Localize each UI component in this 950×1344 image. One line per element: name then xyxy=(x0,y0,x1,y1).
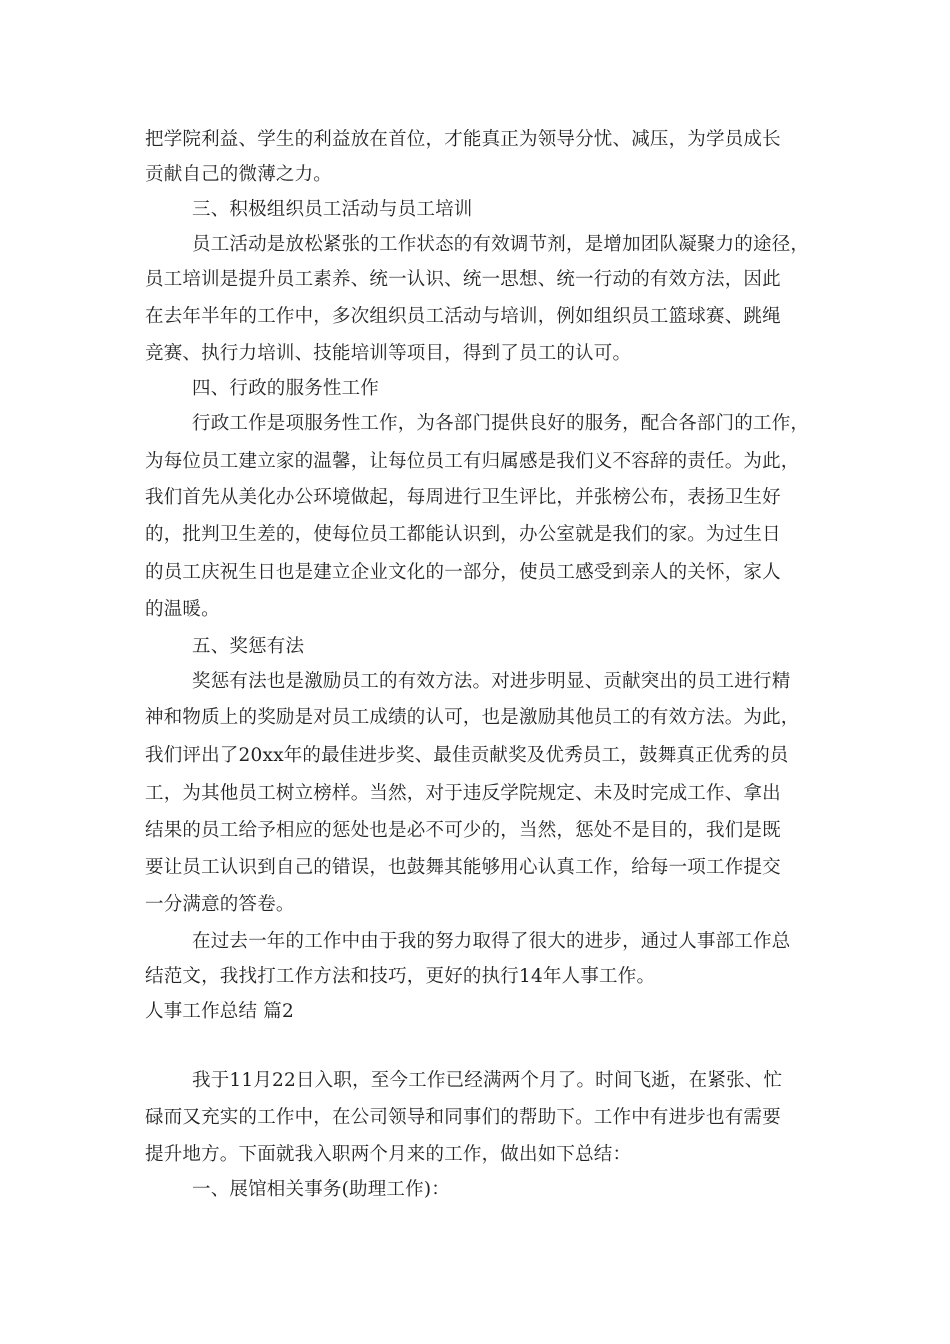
paragraph-line: 竞赛、执行力培训、技能培训等项目，得到了员工的认可。 xyxy=(145,343,632,364)
paragraph-line: 员工活动是放松紧张的工作状态的有效调节剂，是增加团队凝聚力的途径， xyxy=(192,234,810,255)
paragraph-line: 在去年半年的工作中，多次组织员工活动与培训，例如组织员工篮球赛、跳绳 xyxy=(145,306,781,327)
paragraph-line: 我们首先从美化办公环境做起，每周进行卫生评比，并张榜公布，表扬卫生好 xyxy=(145,487,781,508)
section-heading: 三、积极组织员工活动与员工培训 xyxy=(192,199,473,220)
paragraph-line: 贡献自己的微薄之力。 xyxy=(145,164,333,185)
paragraph-line: 工，为其他员工树立榜样。当然，对于违反学院规定、未及时完成工作、拿出 xyxy=(145,783,781,804)
paragraph-line: 我于11月22日入职，至今工作已经满两个月了。时间飞逝，在紧张、忙 xyxy=(192,1070,783,1091)
paragraph-line: 员工培训是提升员工素养、统一认识、统一思想、统一行动的有效方法，因此 xyxy=(145,269,781,290)
paragraph-line: 一分满意的答卷。 xyxy=(145,894,295,915)
paragraph-line: 的温暖。 xyxy=(145,599,220,620)
section-heading: 一、展馆相关事务(助理工作)： xyxy=(192,1179,450,1200)
paragraph-line: 结果的员工给予相应的惩处也是必不可少的，当然，惩处不是目的，我们是既 xyxy=(145,820,781,841)
paragraph-line: 要让员工认识到自己的错误，也鼓舞其能够用心认真工作，给每一项工作提交 xyxy=(145,857,781,878)
paragraph-line: 结范文，我找打工作方法和技巧，更好的执行14年人事工作。 xyxy=(145,966,656,987)
paragraph-line: 提升地方。下面就我入职两个月来的工作，做出如下总结： xyxy=(145,1144,632,1165)
paragraph-line: 碌而又充实的工作中，在公司领导和同事们的帮助下。工作中有进步也有需要 xyxy=(145,1107,781,1128)
paragraph-line: 行政工作是项服务性工作，为各部门提供良好的服务，配合各部门的工作， xyxy=(192,413,810,434)
paragraph-line: 神和物质上的奖励是对员工成绩的认可，也是激励其他员工的有效方法。为此， xyxy=(145,707,800,728)
section-heading: 四、行政的服务性工作 xyxy=(192,378,380,399)
paragraph-line: 我们评出了20xx年的最佳进步奖、最佳贡献奖及优秀员工，鼓舞真正优秀的员 xyxy=(145,745,789,766)
section-heading: 五、奖惩有法 xyxy=(192,636,305,657)
article-title: 人事工作总结 篇2 xyxy=(145,1001,294,1022)
paragraph-line: 把学院利益、学生的利益放在首位，才能真正为领导分忧、减压，为学员成长 xyxy=(145,129,781,150)
paragraph-line: 的，批判卫生差的，使每位员工都能认识到，办公室就是我们的家。为过生日 xyxy=(145,524,781,545)
paragraph-line: 在过去一年的工作中由于我的努力取得了很大的进步，通过人事部工作总 xyxy=(192,931,791,952)
paragraph-line: 的员工庆祝生日也是建立企业文化的一部分，使员工感受到亲人的关怀，家人 xyxy=(145,562,781,583)
paragraph-line: 奖惩有法也是激励员工的有效方法。对进步明显、贡献突出的员工进行精 xyxy=(192,671,791,692)
paragraph-line: 为每位员工建立家的温馨，让每位员工有归属感是我们义不容辞的责任。为此， xyxy=(145,451,800,472)
